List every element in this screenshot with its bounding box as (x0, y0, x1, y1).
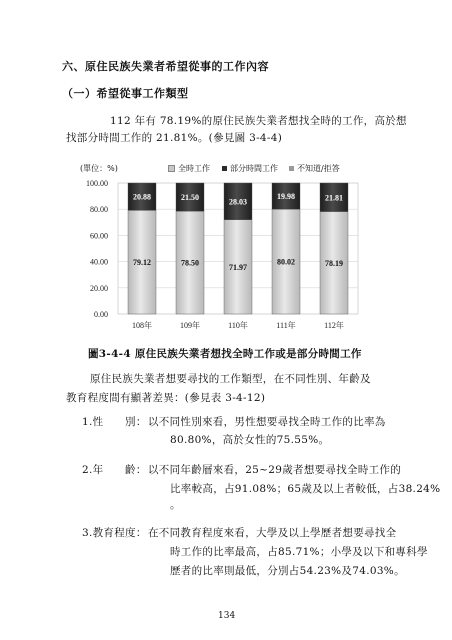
y-tick-label: 20.00 (90, 283, 108, 293)
data-label: 20.88 (133, 192, 151, 202)
x-tick-label: 108年 (132, 321, 152, 330)
edu-line-3: 歷者的比率則最低，分別占54.23%及74.03%。 (170, 565, 405, 577)
x-tick-label: 109年 (180, 321, 200, 330)
x-tick-label: 111年 (276, 321, 296, 330)
para2-line-1: 原住民族失業者想要尋找的工作類型，在不同性別、年齡及 (90, 373, 371, 385)
age-line-1: 以不同年齡層來看，25~29歲者想要尋找全時工作的 (148, 464, 402, 476)
chart-unit-label: (單位：%) (80, 164, 118, 173)
legend-label-parttime: 部分時間工作 (230, 164, 278, 173)
intro-line-2: 找部分時間工作的 21.81%。(參見圖 3-4-4) (66, 132, 283, 144)
x-tick-label: 110年 (228, 321, 248, 330)
legend-label-fulltime: 全時工作 (178, 164, 210, 173)
y-tick-label: 40.00 (90, 257, 108, 267)
edu-line-2: 時工作的比率最高，占85.71%；小學及以下和專科學 (170, 546, 428, 558)
data-label: 19.98 (277, 192, 295, 202)
page-number: 134 (218, 611, 236, 621)
data-label: 71.97 (229, 262, 247, 272)
y-tick-label: 100.00 (86, 179, 108, 188)
y-tick-label: 80.00 (90, 205, 108, 215)
age-label: 2.年 齡： (82, 464, 147, 476)
para2-line-2: 教育程度間有顯著差異：(參見表 3-4-12) (66, 392, 266, 404)
data-label: 79.12 (133, 258, 151, 268)
data-label: 78.19 (325, 258, 343, 268)
intro-line-1: 112 年有 78.19%的原住民族失業者想找全時的工作，高於想 (110, 115, 407, 127)
edu-line-1: 在不同教育程度來看，大學及以上學歷者想要尋找全 (148, 527, 397, 539)
y-tick-label: 0.00 (94, 310, 108, 319)
gender-line-1: 以不同性別來看，男性想要尋找全時工作的比率為 (148, 416, 386, 428)
age-line-2: 比率較高，占91.08%；65歲及以上者較低，占38.24% (170, 483, 441, 495)
section-title: 六、原住民族失業者希望從事的工作內容 (62, 60, 269, 73)
legend-label-unknown: 不知道/拒答 (297, 164, 340, 173)
gender-label: 1.性 別： (82, 416, 147, 428)
figure-caption: 圖3-4-4 原住民族失業者想找全時工作或是部分時間工作 (88, 348, 362, 360)
data-label: 28.03 (229, 197, 247, 207)
gender-line-2: 80.80%，高於女性的75.55%。 (170, 434, 330, 446)
data-label: 21.81 (325, 193, 343, 203)
x-tick-label: 112年 (324, 321, 344, 330)
y-tick-label: 60.00 (90, 231, 108, 241)
subsection-title: （一）希望從事工作類型 (62, 87, 189, 100)
data-label: 21.50 (181, 193, 199, 203)
age-line-3: 。 (170, 499, 181, 511)
data-label: 80.02 (277, 257, 295, 267)
edu-label: 3.教育程度： (82, 527, 147, 539)
data-label: 78.50 (181, 258, 199, 268)
